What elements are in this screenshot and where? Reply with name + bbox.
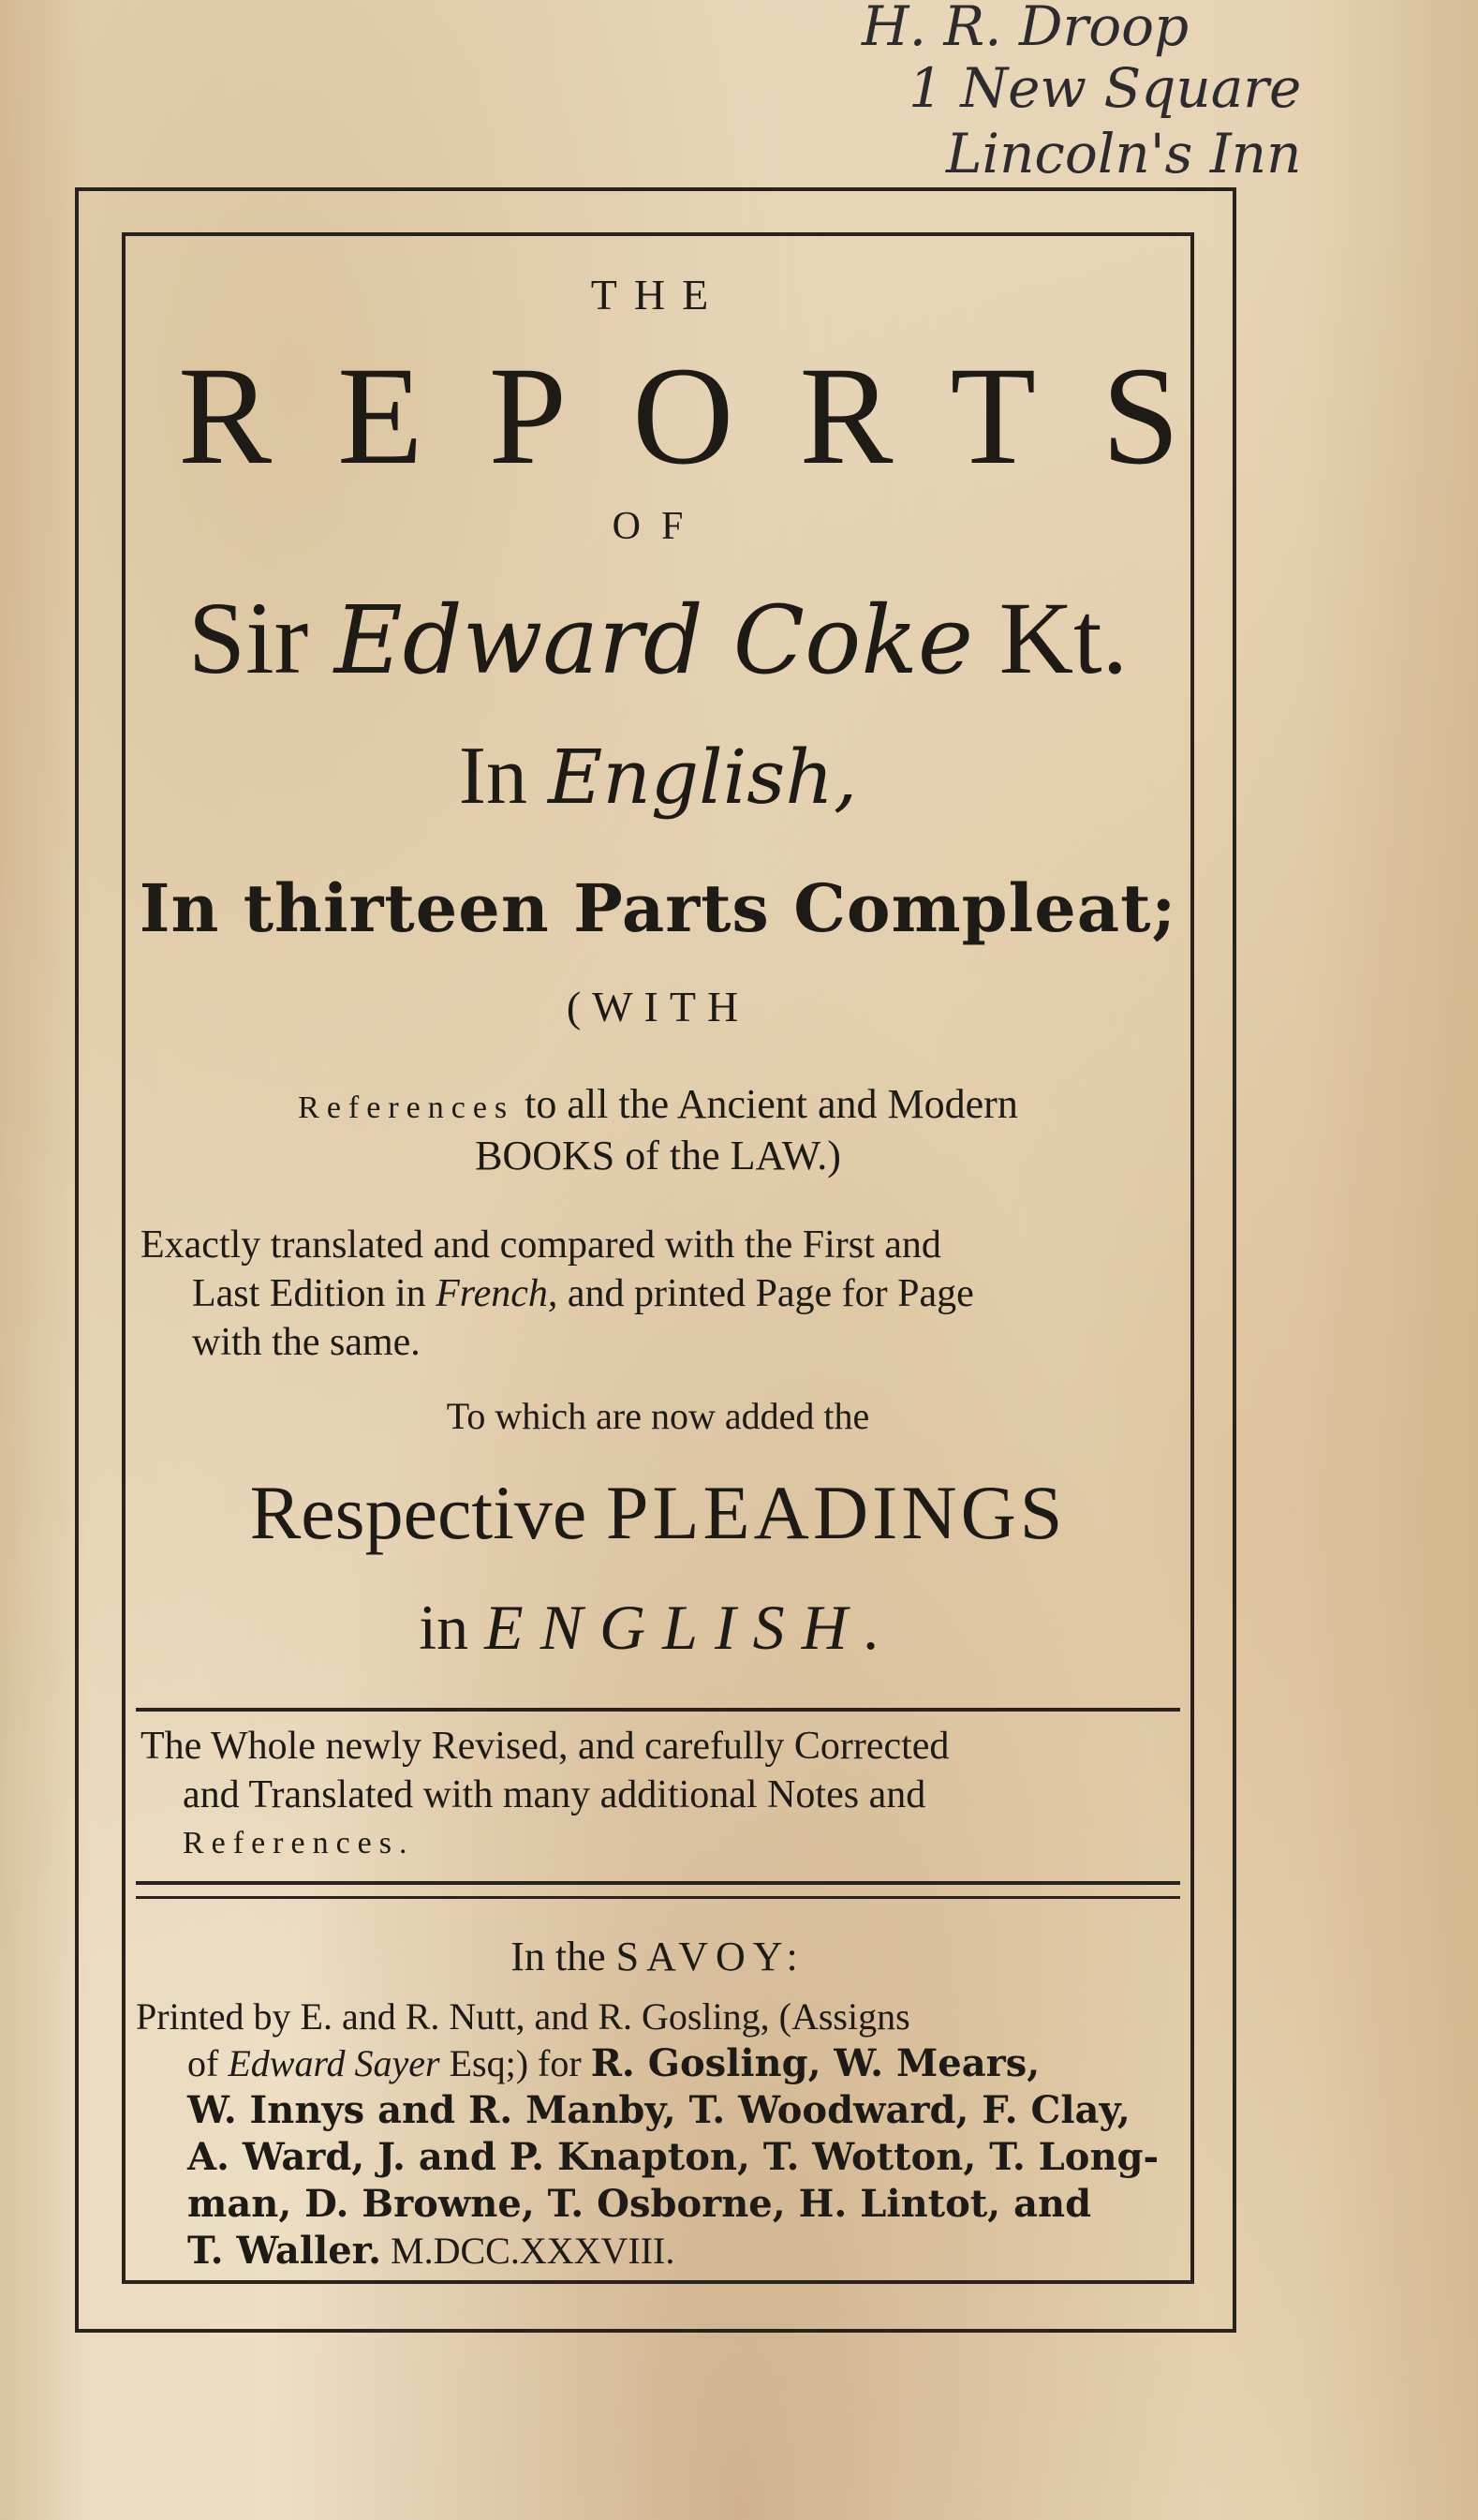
p-l2-blackletter: R. Gosling, W. Mears, — [590, 2041, 1041, 2085]
in-word: In — [458, 731, 527, 822]
title-of: OF — [612, 505, 704, 548]
title-the: THE — [590, 271, 726, 319]
divider-rule — [136, 1881, 1180, 1885]
author-name — [122, 579, 1194, 698]
imprint-date: M.DCC.XXXVIII. — [391, 2230, 675, 2272]
references-rest: to all the Ancient and Modern — [525, 1081, 1018, 1127]
english-word-2: ENGLISH. — [484, 1592, 897, 1663]
respective-pleadings — [122, 1469, 1194, 1557]
pleadings-word: PLEADINGS — [605, 1470, 1067, 1555]
printed-line-1: Printed by E. and R. Nutt, and R. Gosling, (Assigns — [136, 1995, 910, 2038]
faded-inscription — [674, 37, 702, 136]
exact-l2a: Last Edition in — [192, 1272, 426, 1315]
inscription-line: H. R. Droop — [862, 0, 1190, 58]
in-english-line — [122, 1591, 1194, 1665]
handwritten-inscription — [843, 0, 1442, 187]
whole-line-3: References. — [183, 1826, 415, 1860]
printed-line-4: A. Ward, J. and P. Knapton, T. Wotton, T. Long- — [187, 2135, 1160, 2179]
inscription-line: 1 New Square — [909, 56, 1302, 120]
with-line: (WITH — [566, 983, 750, 1030]
imprint-place — [122, 1933, 1194, 1980]
inscription-line: Lincoln's Inn — [946, 122, 1302, 185]
p-l2b: Esq;) for — [449, 2042, 582, 2084]
savoy-b: SAVOY: — [615, 1934, 806, 1979]
references-smallcaps: References — [298, 1090, 515, 1125]
exact-line-1: Exactly translated and compared with the First and — [140, 1223, 941, 1267]
title-page — [122, 232, 1246, 2284]
references-line-2: BOOKS of the LAW.) — [475, 1133, 841, 1178]
author-prefix: Sir — [187, 581, 309, 695]
savoy-a: In the — [510, 1934, 606, 1979]
imprint-paragraph — [136, 1994, 1180, 2275]
whole-line-1: The Whole newly Revised, and carefully Corrected — [140, 1725, 950, 1768]
references-line-1 — [122, 1080, 1194, 1128]
revision-paragraph — [140, 1722, 1180, 1868]
translation-paragraph — [140, 1221, 1180, 1367]
exact-line-3: with the same. — [192, 1321, 421, 1364]
printed-line-6 — [136, 2228, 1180, 2275]
exact-l2b: and printed Page for Page — [567, 1272, 974, 1315]
english-italic: English, — [548, 734, 858, 821]
printed-line-5: man, D. Browne, T. Osborne, H. Lintot, and — [187, 2182, 1092, 2226]
author-italic: Edward Coke — [333, 586, 974, 695]
in-word-2: in — [419, 1592, 469, 1663]
respective-word: Respective — [249, 1470, 587, 1555]
p-l2-italic: Edward Sayer — [228, 2042, 440, 2084]
exact-l2-italic: French, — [436, 1272, 558, 1315]
divider-rule — [136, 1896, 1180, 1899]
divider-rule — [136, 1708, 1180, 1712]
printed-line-2 — [136, 2040, 1180, 2087]
author-suffix: Kt. — [998, 581, 1129, 695]
p-l2a: of — [187, 2042, 219, 2084]
language-line — [122, 729, 1194, 823]
to-which-line: To which are now added the — [446, 1395, 870, 1437]
title-reports: REPORTS — [178, 338, 1246, 494]
whole-line-2: and Translated with many additional Notes and — [183, 1773, 926, 1816]
exact-line-2 — [140, 1269, 1180, 1318]
p-l6-blackletter: T. Waller. — [187, 2229, 381, 2273]
thirteen-parts: In thirteen Parts Compleat; — [139, 869, 1177, 947]
printed-line-3: W. Innys and R. Manby, T. Woodward, F. Clay, — [187, 2088, 1131, 2132]
